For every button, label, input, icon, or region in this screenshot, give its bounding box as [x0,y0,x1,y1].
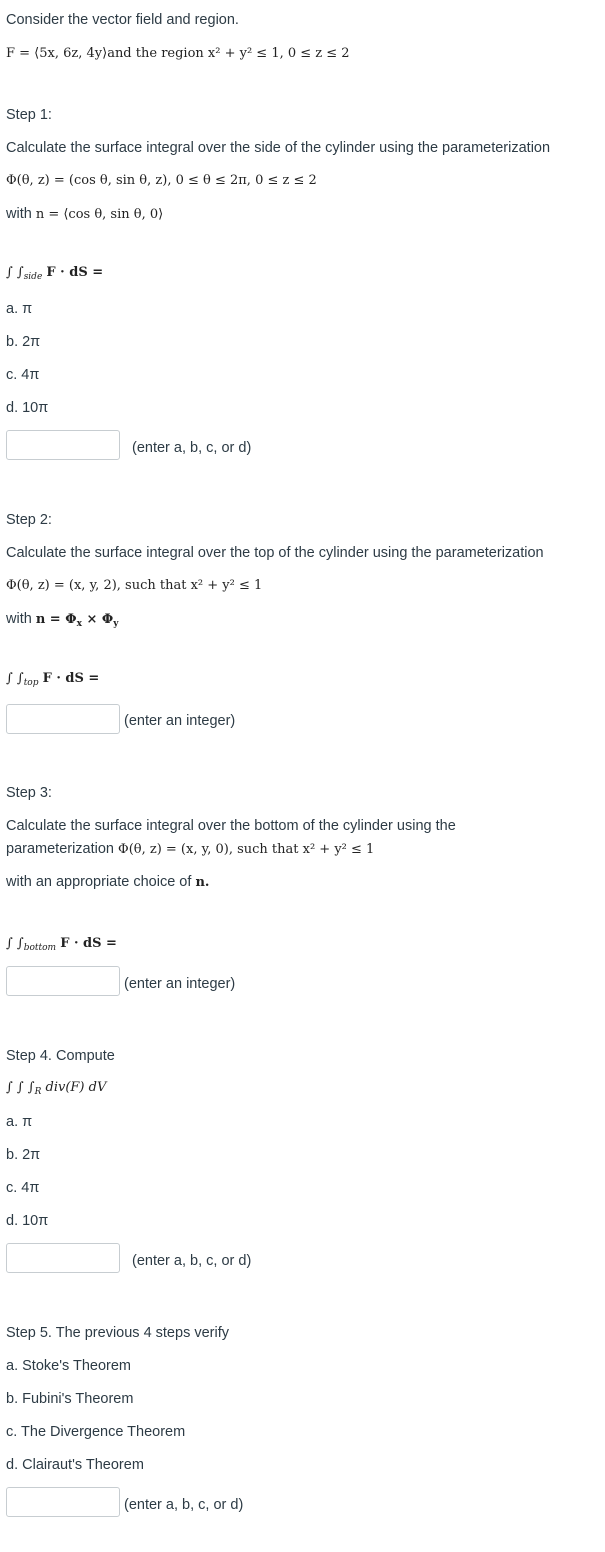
step4-integral-expression: div(F) dV [45,1080,107,1095]
step4-option-d: d. 10π [6,1213,49,1229]
step5-option-c: c. The Divergence Theorem [6,1424,186,1440]
step1-integral-subscript: side [23,272,43,282]
step2-answer-hint: (enter an integer) [124,713,236,729]
step3-integral: ∫ $\int_{bottom}$ F · dS = [6,936,117,953]
step3-instruction-line1: Calculate the surface integral over the bottom of the cylinder using the [6,818,456,834]
step4-option-c: c. 4π [6,1180,40,1196]
step3-answer-hint: (enter an integer) [124,976,236,992]
step3-heading: Step 3: [6,785,52,801]
step1-heading: Step 1: [6,107,52,123]
step2-heading: Step 2: [6,512,52,528]
step2-normal-vector: $n = \Phi_x \times \Phi_y$ [35,612,119,629]
step4-answer-input[interactable] [6,1243,120,1273]
step3-normal-text: with an appropriate choice of [6,874,192,890]
step4-answer-hint: (enter a, b, c, or d) [132,1253,252,1269]
step4-option-b: b. 2π [6,1147,41,1163]
step5-answer-hint: (enter a, b, c, or d) [124,1497,244,1513]
step4-integral: ∫ ∫ $\int_R$ div(F) dV [6,1080,107,1097]
step1-option-b: b. 2π [6,334,41,350]
step4-option-a: a. π [6,1114,33,1130]
step1-integral-expression: F · dS = [46,265,104,280]
step5-answer-input[interactable] [6,1487,120,1517]
step5-option-b: b. Fubini's Theorem [6,1391,134,1407]
step5-option-a: a. Stoke's Theorem [6,1358,132,1374]
step1-normal [6,205,163,224]
step3-parameterization: Φ(θ, z) = (x, y, 0), such that x² + y² ≤ 1 [118,842,375,857]
step2-parameterization: Φ(θ, z) = (x, y, 2), such that x² + y² ≤ 1 [6,578,263,593]
step2-answer-input[interactable] [6,704,120,734]
step5-heading: Step 5. The previous 4 steps verify [6,1325,229,1341]
step3-instruction-text: parameterization [6,841,114,857]
step1-instruction: Calculate the surface integral over the side of the cylinder using the parameterization [6,140,551,156]
step2-instruction: Calculate the surface integral over the top of the cylinder using the parameterization [6,545,544,561]
step3-instruction-line2 [6,840,374,859]
step3-integral-subscript: bottom [23,943,57,953]
step3-integral-expression: F · dS = [60,936,117,951]
step4-heading: Step 4. Compute [6,1048,115,1064]
step1-answer-input[interactable] [6,430,120,460]
step4-integral-subscript: R [34,1087,42,1097]
step1-normal-vector: n = ⟨cos θ, sin θ, 0⟩ [35,207,164,222]
step1-option-d: d. 10π [6,400,49,416]
vector-field-statement: F = ⟨5x, 6z, 4y⟩and the region x² + y² ≤ 1, 0 ≤ z ≤ 2 [6,46,350,61]
step1-parameterization: Φ(θ, z) = (cos θ, sin θ, z), 0 ≤ θ ≤ 2π, 0 ≤ z ≤ 2 [6,173,317,188]
step1-answer-hint: (enter a, b, c, or d) [132,440,252,456]
step1-option-c: c. 4π [6,367,40,383]
step3-normal-symbol: n. [195,875,210,890]
step2-normal-prefix: with [6,611,32,627]
step1-integral: ∫ $\int_{side}$ F · dS = [6,265,104,282]
step2-integral-expression: F · dS = [42,671,100,686]
step5-option-d: d. Clairaut's Theorem [6,1457,144,1473]
step2-integral: ∫ $\int_{top}$ F · dS = [6,671,100,688]
step1-normal-prefix: with [6,206,32,222]
step2-normal [6,610,118,630]
step1-option-a: a. π [6,301,33,317]
step3-answer-input[interactable] [6,966,120,996]
step2-integral-subscript: top [23,678,39,688]
intro-text: Consider the vector field and region. [6,12,239,28]
step3-normal [6,873,209,892]
